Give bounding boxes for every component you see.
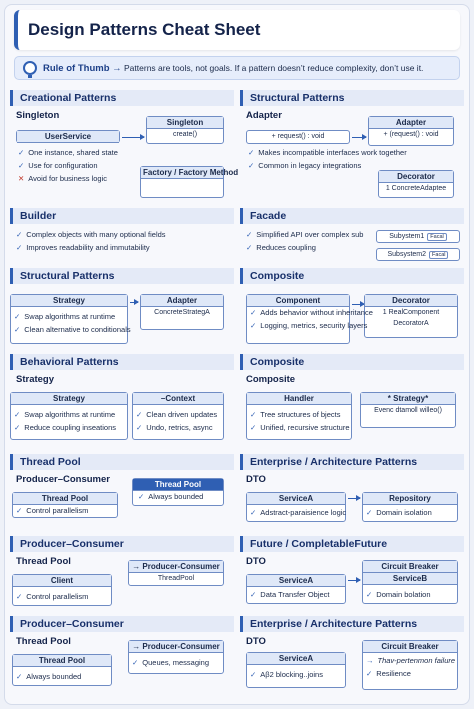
dto-notes xyxy=(250,590,346,603)
section-structural-adapter xyxy=(240,90,464,202)
section-subheading: Singleton xyxy=(16,110,60,121)
check-icon: ✓ xyxy=(14,423,21,432)
blocking-notes xyxy=(250,670,346,683)
check-icon: ✓ xyxy=(250,308,257,317)
check-icon: ✓ xyxy=(246,230,253,239)
check-icon: ✓ xyxy=(138,492,145,501)
rule-text: Patterns are tools, not goals. If a pattern doesn’t reduce complexity, don’t use it. xyxy=(124,63,424,73)
check-icon: ✓ xyxy=(366,590,373,599)
queue-notes xyxy=(132,658,224,671)
check-icon: ✓ xyxy=(248,161,255,170)
arrow-icon xyxy=(122,137,144,138)
singleton-box: Singleton create() xyxy=(146,116,224,144)
page-title: Design Patterns Cheat Sheet xyxy=(14,10,460,50)
context-box: –Context xyxy=(132,392,224,440)
list-item: ✓ Clean driven updates xyxy=(136,410,218,419)
section-subheading: DTO xyxy=(246,636,266,647)
list-item: ✓ Complex objects with many optional fields xyxy=(16,230,166,239)
adapter-box: Adapter + (request() : void xyxy=(368,116,454,146)
section-composite xyxy=(240,268,464,350)
check-icon: ✓ xyxy=(132,658,139,667)
domain-notes xyxy=(366,590,458,603)
check-icon: ✓ xyxy=(16,243,23,252)
decorator-box: Decorator 1 RealComponent DecoratorA xyxy=(364,294,458,338)
context-notes xyxy=(136,410,224,436)
section-subheading: Producer–Consumer xyxy=(16,474,110,485)
list-item: ✓ Clean alternative to conditionals xyxy=(14,325,131,334)
check-icon: ✓ xyxy=(18,148,25,157)
check-icon: ✓ xyxy=(16,506,23,515)
check-icon: ✓ xyxy=(16,230,23,239)
check-icon: ✓ xyxy=(250,410,257,419)
section-heading: Producer–Consumer xyxy=(10,616,234,632)
arrow-icon xyxy=(352,137,366,138)
list-item: ✓ Logging, metrics, security layers xyxy=(250,321,368,330)
section-heading: Facade xyxy=(240,208,464,224)
section-composite-2 xyxy=(240,354,464,450)
rule-of-thumb-banner xyxy=(14,56,460,80)
composite-notes xyxy=(250,410,354,436)
list-item: ✓ Control parallelism xyxy=(16,506,89,515)
factory-method-box: Factory / Factory Method xyxy=(140,166,224,198)
section-enterprise-2 xyxy=(240,616,464,696)
producer-consumer-box: → Producer-Consumer xyxy=(128,640,224,674)
section-heading: Behavioral Patterns xyxy=(10,354,234,370)
rule-label: Rule of Thumb → xyxy=(43,63,122,74)
list-item: ✓ Aβ2 blocking..joins xyxy=(250,670,323,679)
builder-notes xyxy=(16,230,232,256)
list-item: ✓ Unified, recursive structure xyxy=(250,423,350,432)
behavioral-notes xyxy=(14,410,128,436)
check-icon: ✓ xyxy=(366,508,373,517)
list-item: ✓ Undo, retrics, async xyxy=(136,423,213,432)
lightbulb-icon xyxy=(23,61,37,75)
section-heading: Thread Pool xyxy=(10,454,234,470)
section-heading: Builder xyxy=(10,208,234,224)
section-heading: Producer–Consumer xyxy=(10,536,234,552)
check-icon: ✓ xyxy=(250,423,257,432)
composite-notes xyxy=(250,308,373,334)
list-item: ✓ Tree structures of bjects xyxy=(250,410,341,419)
check-icon: ✓ xyxy=(366,669,373,678)
check-icon: ✓ xyxy=(250,670,257,679)
section-heading: Creational Patterns xyxy=(10,90,234,106)
arrow-icon xyxy=(348,498,360,499)
check-icon: ✓ xyxy=(14,325,21,334)
check-icon: ✓ xyxy=(14,410,21,419)
section-subheading: Thread Pool xyxy=(16,636,71,647)
decorator-box: Decorator 1 ConcreteAdaptee xyxy=(378,170,454,198)
producer-consumer-box: → Producer-Consumer ThreadPool xyxy=(128,560,224,586)
check-icon: ✓ xyxy=(250,508,257,517)
handler-box: Handler xyxy=(246,392,352,440)
repository-box: Repository xyxy=(362,492,458,522)
section-thread-pool xyxy=(10,454,234,534)
list-item: ✓ Domain isolation xyxy=(366,508,432,517)
list-item: ✓ One instance, shared state xyxy=(18,148,118,157)
section-heading: Composite xyxy=(240,268,464,284)
check-icon: ✓ xyxy=(16,672,23,681)
section-heading: Enterprise / Architecture Patterns xyxy=(240,616,464,632)
section-subheading: Strategy xyxy=(16,374,55,385)
section-heading: Structural Patterns xyxy=(10,268,234,284)
list-item: ✓ Control parallelism xyxy=(16,592,89,601)
section-heading: Composite xyxy=(240,354,464,370)
producer-notes xyxy=(16,592,116,605)
section-heading: Structural Patterns xyxy=(240,90,464,106)
check-icon: ✓ xyxy=(18,161,25,170)
list-item: ✓ Data Transfer Object xyxy=(250,590,330,599)
section-producer-consumer-2 xyxy=(10,616,234,696)
list-item: ✓ Queues, messaging xyxy=(132,658,210,667)
section-facade xyxy=(240,208,464,264)
list-item: ✓ Common in legacy integrations xyxy=(248,161,362,170)
check-icon: ✓ xyxy=(136,423,143,432)
thread-pool-highlight-box: Thread Pool xyxy=(132,478,224,506)
list-item: ✓ Adstract-paraisience logic xyxy=(250,508,347,517)
thread-pool-box: Thread Pool xyxy=(12,654,112,686)
singleton-notes xyxy=(18,148,140,187)
list-item: ✓ Always bounded xyxy=(16,672,82,681)
adapter-notes xyxy=(248,148,428,174)
check-icon: ✓ xyxy=(250,590,257,599)
list-item: ✓ Domain bolation xyxy=(366,590,431,599)
circuit-breaker-box: Circuit Breaker xyxy=(362,640,458,690)
arrow-icon xyxy=(130,302,138,303)
list-item: ✓ Use for configuration xyxy=(18,161,98,170)
section-behavioral xyxy=(10,354,234,450)
section-subheading: DTO xyxy=(246,556,266,567)
strategy-box: Strategy xyxy=(10,392,128,440)
section-future xyxy=(240,536,464,614)
list-item: → Thav-pertenmon failure xyxy=(366,656,456,665)
servicea-box: ServiceA xyxy=(246,492,346,522)
section-creational xyxy=(10,90,239,202)
section-subheading: DTO xyxy=(246,474,266,485)
list-item: ✓ Reduce coupling inseations xyxy=(14,423,117,432)
strategy-box: * Strategy* Evenc dtamo‖ willeo() xyxy=(360,392,456,428)
list-item: ✓ Resilience xyxy=(366,669,411,678)
list-item: ✓ Always bounded xyxy=(138,492,204,501)
thread-pool-notes xyxy=(16,506,116,519)
section-subheading: Thread Pool xyxy=(16,556,71,567)
bounded-notes xyxy=(16,672,116,685)
adapter-box: Adapter ConcreteStrategA xyxy=(140,294,224,330)
check-icon: ✓ xyxy=(14,312,21,321)
list-item: ✓ Swap algorithms at runtime xyxy=(14,410,116,419)
servicea-box: ServiceA xyxy=(246,652,346,688)
arrow-circle-icon: → xyxy=(366,656,374,665)
list-item: ✓ Swap algorithms at runtime xyxy=(14,312,116,321)
breaker-notes xyxy=(366,656,458,682)
list-item: ✓ Improves readability and immutability xyxy=(16,243,150,252)
list-item: ✓ Reduces coupling xyxy=(246,243,316,252)
request-label-box: + request() : void xyxy=(246,130,350,144)
client-box: Client xyxy=(12,574,112,606)
check-icon: ✓ xyxy=(136,410,143,419)
facade-notes xyxy=(246,230,376,256)
repository-notes xyxy=(366,508,458,521)
section-subheading: Composite xyxy=(246,374,296,385)
component-box: Component xyxy=(246,294,350,344)
cross-icon: ✕ xyxy=(18,174,25,183)
check-icon: ✓ xyxy=(16,592,23,601)
check-icon: ✓ xyxy=(246,243,253,252)
userservice-box: UserService xyxy=(16,130,120,143)
bounded-notes xyxy=(138,492,224,505)
section-structural xyxy=(10,268,234,350)
check-icon: ✓ xyxy=(248,148,255,157)
check-icon: ✓ xyxy=(250,321,257,330)
section-heading: Future / CompletableFuture xyxy=(240,536,464,552)
subsystem1-box: Subystem1 Facal xyxy=(376,230,460,243)
list-item: ✓ Adds behavior without inheritance xyxy=(250,308,373,317)
strategy-box: Strategy xyxy=(10,294,128,344)
arrow-icon xyxy=(348,580,360,581)
list-item: ✓ Simplified API over complex sub xyxy=(246,230,364,239)
subsystem2-box: Subsystem2 Facal xyxy=(376,248,460,261)
list-item: ✕ Avoid for business logic xyxy=(18,174,107,183)
section-enterprise xyxy=(240,454,464,534)
servicea-box: ServiceA xyxy=(246,574,346,604)
section-producer-consumer xyxy=(10,536,234,614)
section-heading: Enterprise / Architecture Patterns xyxy=(240,454,464,470)
section-builder xyxy=(10,208,234,264)
arrow-icon xyxy=(352,304,364,305)
dto-notes xyxy=(250,508,346,521)
thread-pool-box: Thread Pool xyxy=(12,492,118,518)
list-item: ✓ Makes incompatible interfaces work together xyxy=(248,148,407,157)
circuit-breaker-box: Circuit Breaker ServiceB xyxy=(362,560,458,604)
structural-notes xyxy=(14,312,138,338)
section-subheading: Adapter xyxy=(246,110,282,121)
